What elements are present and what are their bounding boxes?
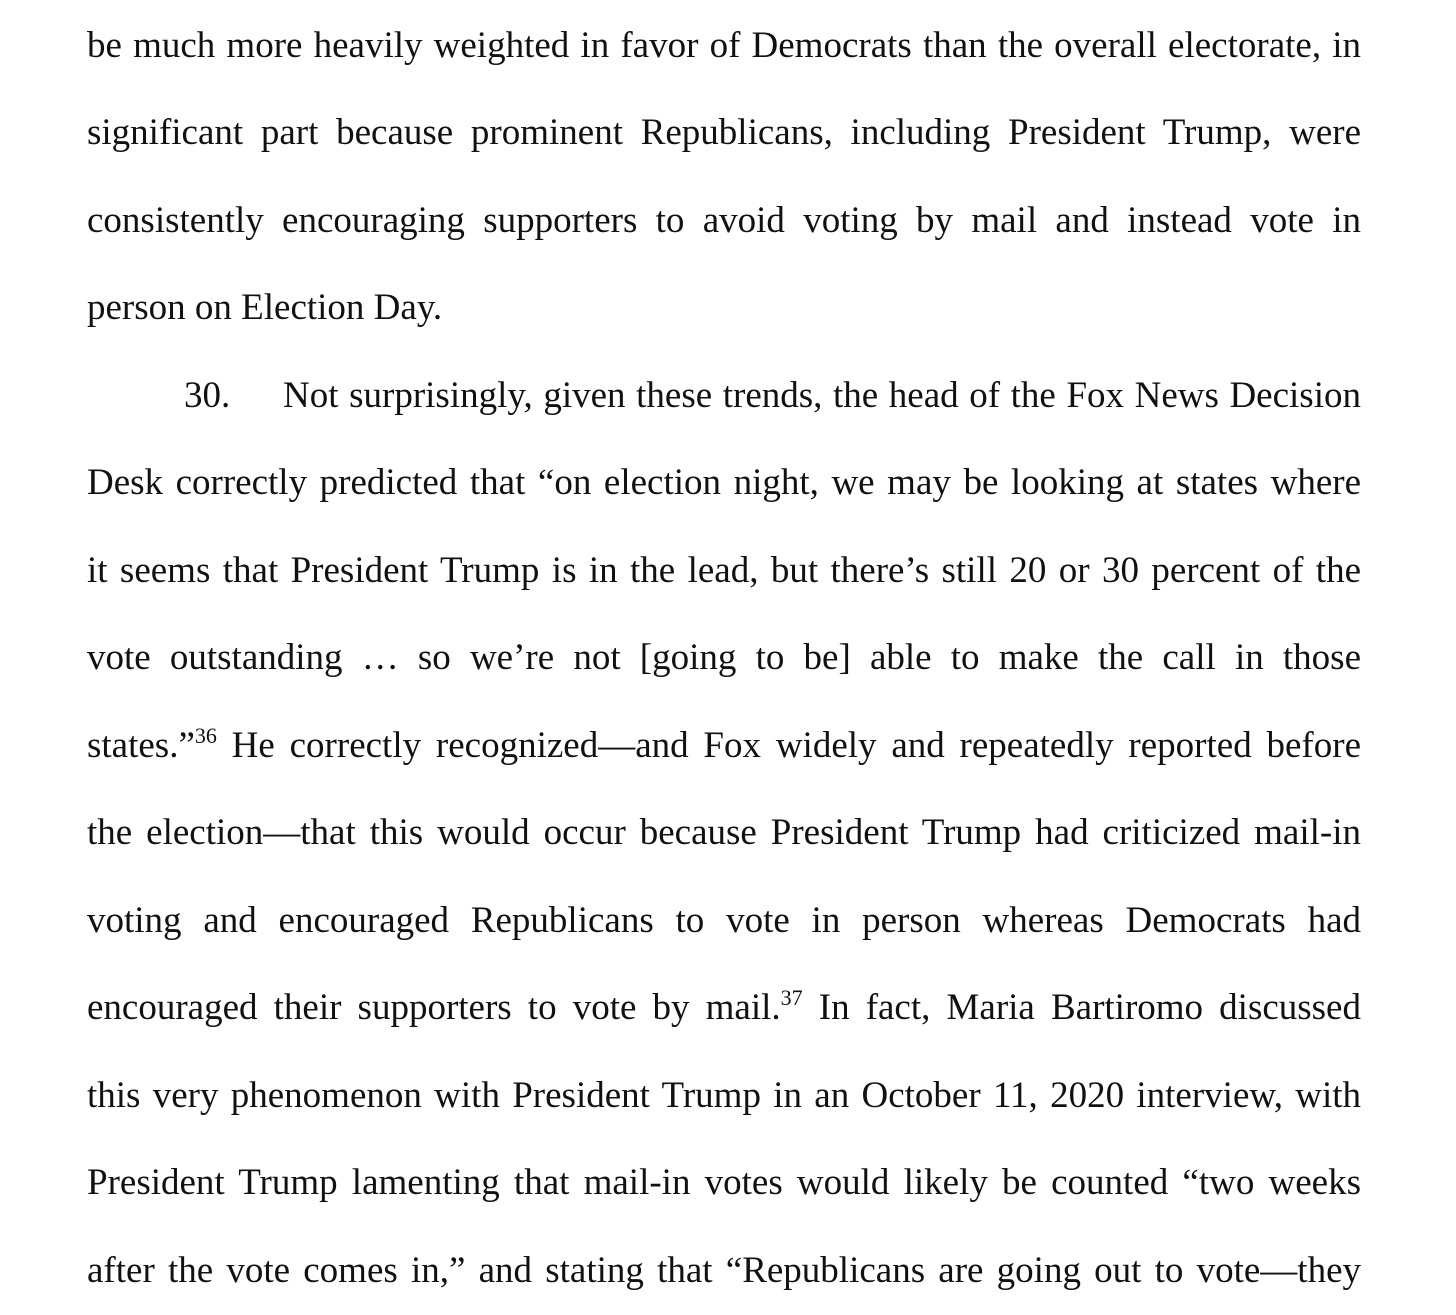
paragraph-number: 30. <box>184 375 231 416</box>
text-segment: He correctly recognized—and Fox widely and repeatedly reported before <box>216 725 1361 766</box>
text-line: the election—that this would occur because President Trump had criticized mail-in <box>87 812 1361 853</box>
text-segment: states.” <box>87 725 195 766</box>
text-line: Not surprisingly, given these trends, the head of the Fox News Decision <box>283 375 1361 416</box>
text-line: President Trump lamenting that mail-in votes would likely be counted “two weeks <box>87 1162 1361 1203</box>
footnote-marker: 37 <box>780 985 803 1010</box>
text-line: after the vote comes in,” and stating that “Republicans are going out to vote—they <box>87 1250 1361 1291</box>
text-line: this very phenomenon with President Trump in an October 11, 2020 interview, with <box>87 1075 1361 1116</box>
text-line: vote outstanding … so we’re not [going to be] able to make the call in those <box>87 637 1361 678</box>
text-segment: In fact, Maria Bartiromo discussed <box>802 987 1361 1028</box>
text-line: consistently encouraging supporters to avoid voting by mail and instead vote in <box>87 200 1361 241</box>
footnote-marker: 36 <box>194 723 217 748</box>
text-line: person on Election Day. <box>87 287 443 328</box>
text-segment: encouraged their supporters to vote by mail. <box>87 987 781 1028</box>
text-line: be much more heavily weighted in favor of Democrats than the overall electorate, in <box>87 25 1361 66</box>
text-line: voting and encouraged Republicans to vote in person whereas Democrats had <box>87 900 1361 941</box>
text-line: significant part because prominent Republicans, including President Trump, were <box>87 112 1361 153</box>
text-line: it seems that President Trump is in the lead, but there’s still 20 or 30 percent of the <box>87 550 1361 591</box>
text-line <box>87 722 1361 770</box>
text-line: Desk correctly predicted that “on election night, we may be looking at states where <box>87 462 1361 503</box>
paragraph-30-first-line <box>87 372 1361 420</box>
text-line <box>87 984 1361 1032</box>
